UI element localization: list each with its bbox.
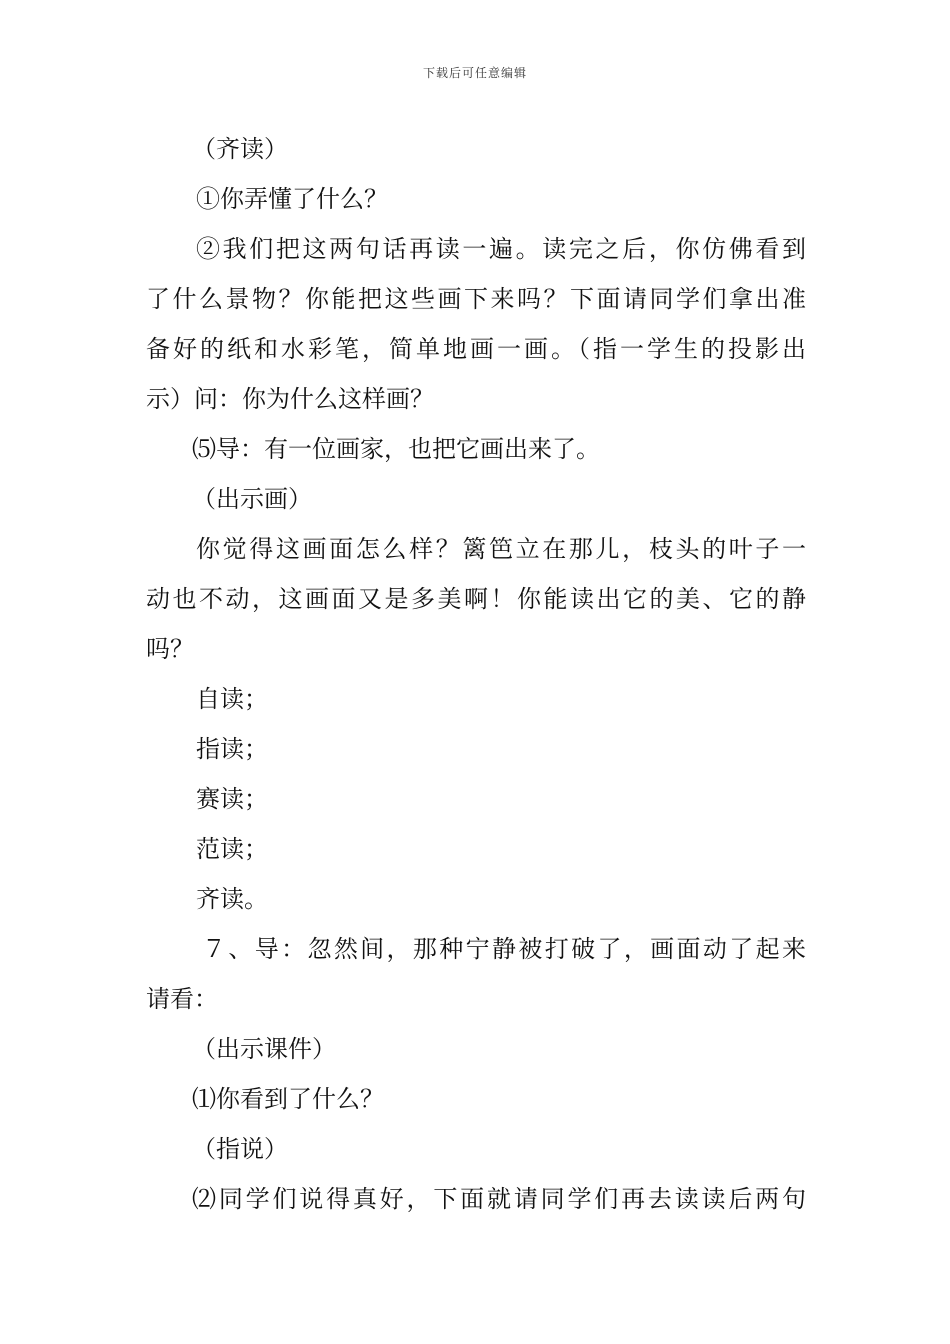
text-line: ⑴你看到了什么？: [192, 1085, 384, 1113]
text-line: 吗？: [146, 635, 194, 663]
text-line: 动也不动，这画面又是多美啊！你能读出它的美、它的静: [146, 585, 806, 613]
text-line: 指读；: [196, 735, 268, 763]
text-line: ②我们把这两句话再读一遍。读完之后，你仿佛看到: [196, 235, 806, 263]
text-line: 示）问：你为什么这样画？: [146, 385, 434, 413]
text-line: （出示课件）: [192, 1035, 336, 1063]
text-line: ⑸导：有一位画家，也把它画出来了。: [192, 435, 600, 463]
text-line: 齐读。: [196, 885, 268, 913]
text-line: 赛读；: [196, 785, 268, 813]
text-line: 备好的纸和水彩笔，简单地画一画。（指一学生的投影出: [146, 335, 806, 363]
text-line: 了什么景物？你能把这些画下来吗？下面请同学们拿出准: [146, 285, 806, 313]
text-line: 你觉得这画面怎么样？篱笆立在那儿，枝头的叶子一: [196, 535, 806, 563]
text-line: ⑵同学们说得真好，下面就请同学们再去读读后两句: [192, 1185, 806, 1213]
text-line: 请看：: [146, 985, 218, 1013]
text-line: ７、导：忽然间，那种宁静被打破了，画面动了起来: [202, 935, 806, 963]
text-line: （出示画）: [192, 485, 312, 513]
text-line: （指说）: [192, 1135, 288, 1163]
text-line: ①你弄懂了什么？: [196, 185, 388, 213]
text-line: 自读；: [196, 685, 268, 713]
document-body: [146, 124, 806, 1224]
text-line: 范读；: [196, 835, 268, 863]
text-line: （齐读）: [192, 135, 288, 163]
page-header: 下载后可任意编辑: [422, 66, 527, 80]
